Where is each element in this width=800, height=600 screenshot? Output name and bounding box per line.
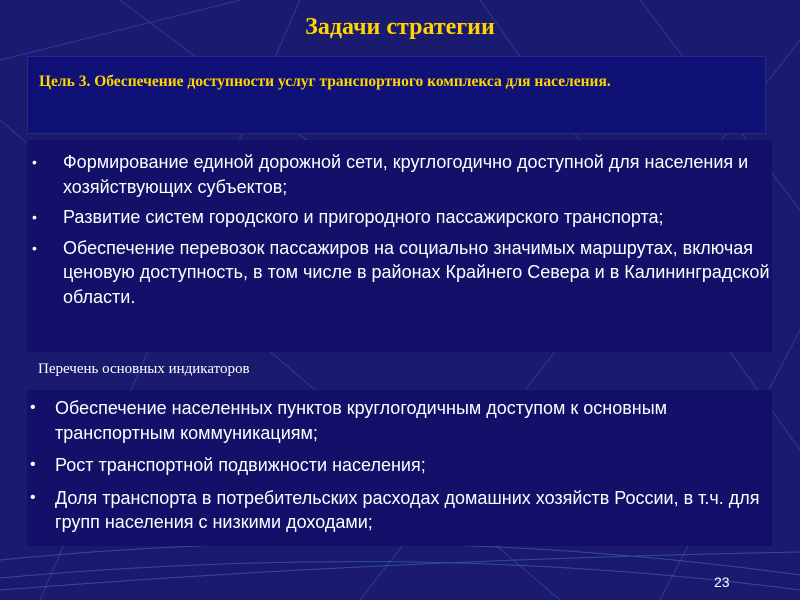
indicators-section: [27, 390, 772, 546]
bullet-icon: •: [30, 399, 36, 416]
indicator-text: Доля транспорта в потребительских расходах домашних хозяйств России, в т.ч. для групп населения с низкими доходами;: [55, 487, 760, 532]
indicators-list: [27, 390, 772, 535]
slide-title: Задачи стратегии: [305, 14, 495, 40]
task-text: Обеспечение перевозок пассажиров на социально значимых маршрутах, включая ценовую доступность, в том числе в районах Крайнего Севера и в Калининградской области.: [63, 237, 770, 307]
indicator-text: Рост транспортной подвижности населения;: [55, 455, 426, 475]
goal-text: Цель 3. Обеспечение доступности услуг транспортного комплекса для населения.: [39, 73, 611, 90]
task-text: Формирование единой дорожной сети, круглогодично доступной для населения и хозяйствующих субъектов;: [63, 152, 749, 197]
bullet-icon: •: [30, 488, 36, 506]
list-item: [27, 486, 772, 535]
goal-box: [27, 56, 766, 134]
list-item: [27, 453, 772, 478]
list-item: [27, 236, 772, 310]
bullet-icon: •: [32, 154, 37, 170]
page-number: 23: [714, 574, 730, 590]
tasks-list: [27, 140, 772, 309]
list-item: [27, 396, 772, 445]
list-item: [27, 150, 772, 199]
task-text: Развитие систем городского и пригородного пассажирского транспорта;: [63, 207, 664, 227]
bullet-icon: •: [32, 239, 37, 256]
bullet-icon: •: [32, 209, 37, 225]
tasks-section: [27, 140, 772, 352]
bullet-icon: •: [30, 456, 36, 473]
list-item: [27, 205, 772, 230]
indicator-text: Обеспечение населенных пунктов круглогодичным доступом к основным транспортным коммуникациям;: [55, 398, 668, 443]
indicators-heading: Перечень основных индикаторов: [38, 361, 250, 377]
